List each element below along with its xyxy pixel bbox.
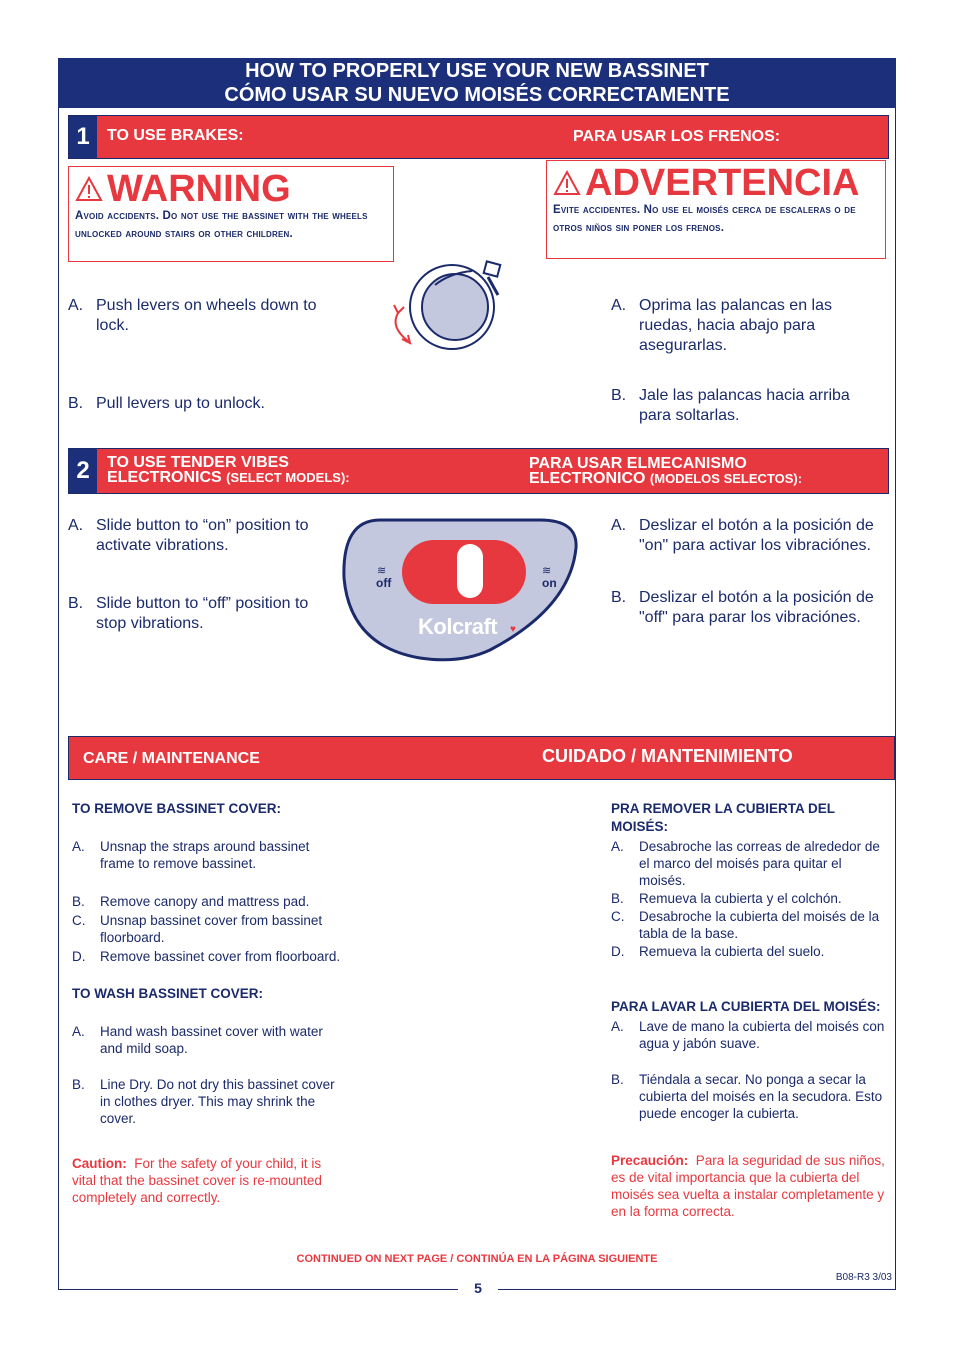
list-item: B. Slide button to “off” position to stop vibrations. bbox=[68, 595, 309, 632]
section-label-spanish: PARA USAR ELMECANISMO ELECTRONICO (MODELOS SELECTOS): bbox=[529, 455, 803, 487]
list-item: A. Hand wash bassinet cover with water and mild soap. bbox=[72, 1024, 323, 1056]
section-number: 1 bbox=[69, 116, 97, 158]
page-number: 5 bbox=[458, 1280, 498, 1296]
list-item: B. Line Dry. Do not dry this bassinet cover in clothes dryer. This may shrink the cover. bbox=[72, 1077, 335, 1126]
warning-text: Avoid accidents. Do not use the bassinet with the wheels unlocked around stairs or other children. bbox=[75, 210, 368, 240]
list-item: D. Remueva la cubierta del suelo. bbox=[611, 944, 825, 959]
title-spanish: CÓMO USAR SU NUEVO MOISÉS CORRECTAMENTE bbox=[224, 84, 730, 106]
list-item: A. Slide button to “on” position to activate vibrations. bbox=[68, 517, 309, 554]
list-item: A. Unsnap the straps around bassinet frame to remove bassinet. bbox=[72, 839, 310, 871]
warning-heading-spanish: ADVERTENCIA bbox=[553, 165, 879, 201]
warning-triangle-icon bbox=[553, 170, 581, 196]
care-header bbox=[68, 736, 895, 780]
vibration-control-panel bbox=[340, 518, 580, 664]
document-code: B08-R3 3/03 bbox=[835, 1272, 892, 1283]
vibes-instructions-english bbox=[68, 516, 338, 634]
care-label-english: CARE / MAINTENANCE bbox=[83, 750, 260, 767]
list-item: B. Deslizar el botón a la posición de "off" para parar los vibraciónes. bbox=[611, 589, 874, 626]
list-item: B. Remove canopy and mattress pad. bbox=[72, 894, 310, 909]
list-item: B. Jale las palancas hacia arriba para soltarlas. bbox=[611, 387, 850, 424]
warning-triangle-icon bbox=[75, 176, 103, 202]
vibes-instructions-spanish bbox=[611, 516, 881, 628]
care-column-spanish bbox=[611, 800, 885, 1220]
list-item: D. Remove bassinet cover from floorboard. bbox=[72, 949, 341, 964]
list-item: B. Remueva la cubierta y el colchón. bbox=[611, 891, 842, 906]
wash-cover-heading-spanish: PARA LAVAR LA CUBIERTA DEL MOISÉS: bbox=[611, 999, 881, 1014]
list-item: C. Desabroche la cubierta del moisés de la tabla de la base. bbox=[611, 909, 880, 941]
caution-note: Caution: For the safety of your child, it is vital that the bassinet cover is re-mounted completely and correctly. bbox=[72, 1156, 322, 1205]
heart-icon: ♥ bbox=[510, 624, 516, 635]
vibration-off-icon: ≋ bbox=[377, 565, 387, 577]
vibration-on-icon: ≋ bbox=[542, 565, 552, 577]
kolcraft-logo: Kolcraft bbox=[418, 614, 498, 639]
list-item: C. Unsnap bassinet cover from bassinet floorboard. bbox=[72, 913, 323, 945]
section-label-english: TO USE TENDER VIBES ELECTRONICS (SELECT MODELS): bbox=[107, 454, 350, 486]
warning-text-spanish: Evite accidentes. No use el moisés cerca de escaleras o de otros niños sin poner los frenos. bbox=[553, 204, 856, 234]
panel-off-label: off bbox=[376, 576, 392, 590]
list-item: B. Tiéndala a secar. No ponga a secar la cubierta del moisés en la secudora. Esto puede encoger la cubierta. bbox=[611, 1072, 883, 1121]
continued-note: CONTINUED ON NEXT PAGE / CONTINÚA EN LA PÁGINA SIGUIENTE bbox=[296, 1253, 658, 1265]
brakes-instructions-english bbox=[68, 296, 338, 414]
care-column-english bbox=[72, 800, 344, 1206]
panel-on-label: on bbox=[542, 576, 557, 590]
brakes-instructions-spanish bbox=[611, 296, 873, 426]
list-item: A. Push levers on wheels down to lock. bbox=[68, 297, 317, 334]
section-1-header bbox=[68, 115, 889, 159]
list-item: A. Desabroche las correas de alrededor de el marco del moisés para quitar el moisés. bbox=[611, 839, 880, 888]
section-label-spanish: PARA USAR LOS FRENOS: bbox=[573, 128, 781, 145]
wash-cover-heading: TO WASH BASSINET COVER: bbox=[72, 986, 264, 1001]
list-item: A. Oprima las palancas en las ruedas, hacia abajo para asegurarlas. bbox=[611, 297, 832, 354]
care-label-spanish: CUIDADO / MANTENIMIENTO bbox=[542, 746, 793, 766]
warning-box-spanish bbox=[546, 160, 886, 259]
list-item: B. Pull levers up to unlock. bbox=[68, 395, 265, 412]
section-2-header bbox=[68, 448, 889, 494]
panel-shape bbox=[340, 518, 580, 664]
remove-cover-heading-spanish: PRA REMOVER LA CUBIERTA DEL MOISÉS: bbox=[611, 801, 835, 834]
section-label-english: TO USE BRAKES: bbox=[107, 127, 244, 144]
list-item: A. Deslizar el botón a la posición de "on" para activar los vibraciónes. bbox=[611, 517, 874, 554]
list-item: A. Lave de mano la cubierta del moisés con agua y jabón suave. bbox=[611, 1019, 885, 1051]
warning-heading: WARNING bbox=[75, 171, 387, 207]
wheel-brake-illustration bbox=[380, 255, 520, 355]
warning-box-english bbox=[68, 166, 394, 262]
page-title bbox=[58, 58, 896, 108]
section-number: 2 bbox=[69, 449, 97, 493]
remove-cover-heading: TO REMOVE BASSINET COVER: bbox=[72, 801, 282, 816]
caution-note-spanish: Precaución: Para la seguridad de sus niños, es de vital importancia que la cubierta del moisés sea vuelta a instalar completamente y en la forma correcta. bbox=[611, 1153, 885, 1219]
title-english: HOW TO PROPERLY USE YOUR NEW BASSINET bbox=[245, 60, 709, 82]
